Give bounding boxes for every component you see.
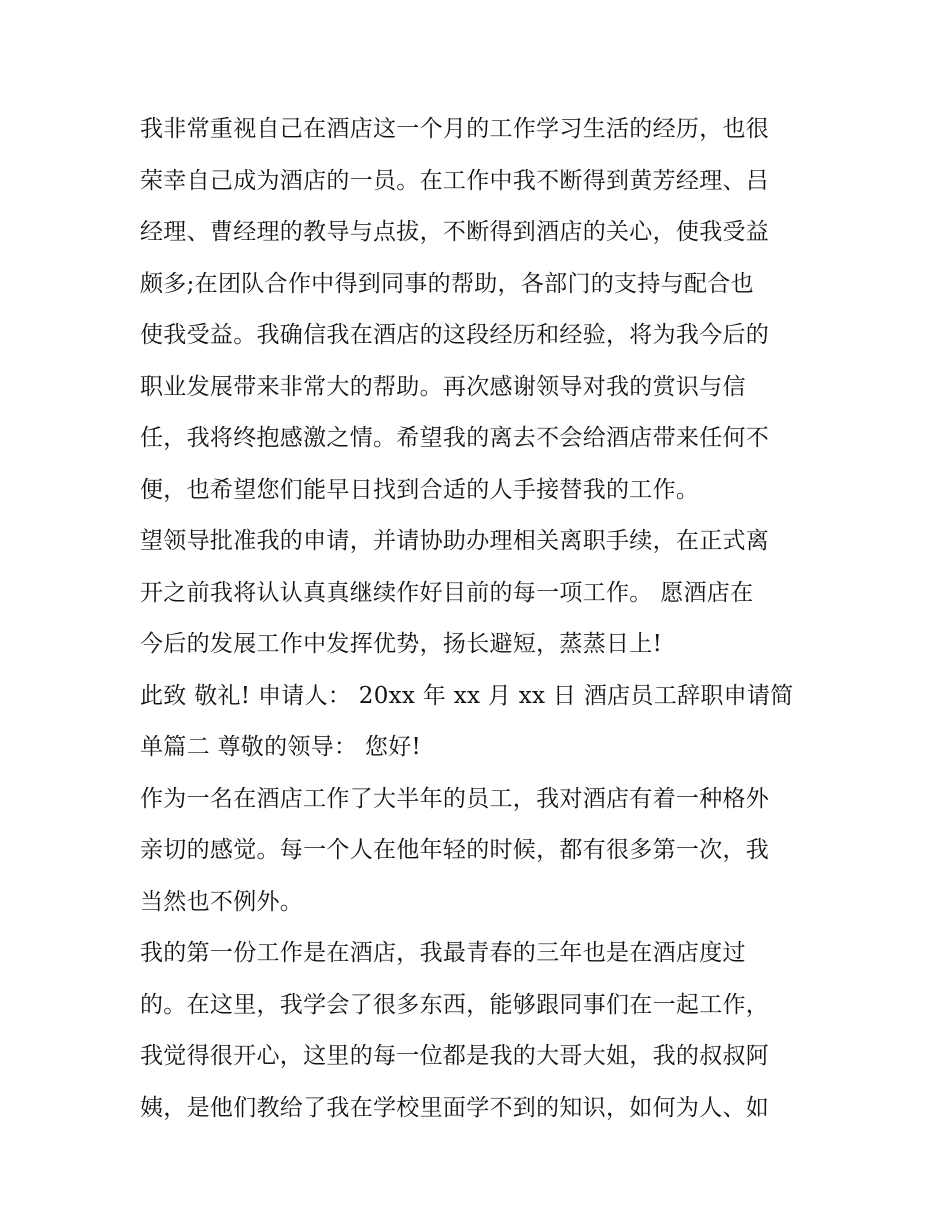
text-line: 当然也不例外。 (140, 888, 304, 915)
text-line: 便，也希望您们能早日找到合适的人手接替我的工作。 (140, 476, 700, 503)
text-line: 作为一名在酒店工作了大半年的员工，我对酒店有着一种格外 (140, 785, 770, 812)
text-line: 荣幸自己成为酒店的一员。在工作中我不断得到黄芳经理、吕 (140, 167, 770, 194)
text-line: 开之前我将认认真真继续作好目前的每一项工作。 愿酒店在 (140, 579, 754, 606)
text-line: 的。在这里，我学会了很多东西，能够跟同事们在一起工作， (140, 991, 770, 1018)
text-line: 职业发展带来非常大的帮助。再次感谢领导对我的赏识与信 (140, 373, 746, 400)
text-line: 单篇二 尊敬的领导： 您好! (140, 734, 422, 760)
text-line: 我非常重视自己在酒店这一个月的工作学习生活的经历，也很 (140, 116, 770, 142)
text-line: 使我受益。我确信我在酒店的这段经历和经验，将为我今后的 (140, 322, 770, 348)
text-line: 望领导批准我的申请，并请协助办理相关离职手续，在正式离 (140, 528, 770, 554)
text-line: 此致 敬礼! 申请人： 20xx 年 xx 月 xx 日 酒店员工辞职申请简 (140, 682, 794, 709)
text-line: 我觉得很开心，这里的每一位都是我的大哥大姐，我的叔叔阿 (140, 1043, 770, 1069)
text-line: 姨，是他们教给了我在学校里面学不到的知识，如何为人、如 (140, 1094, 770, 1121)
text-line: 颇多;在团队合作中得到同事的帮助，各部门的支持与配合也 (140, 270, 754, 297)
text-line: 经理、曹经理的教导与点拔，不断得到酒店的关心，使我受益 (140, 219, 770, 245)
text-line: 我的第一份工作是在酒店，我最青春的三年也是在酒店度过 (140, 940, 746, 966)
text-line: 今后的发展工作中发挥优势，扬长避短，蒸蒸日上! (140, 631, 663, 657)
text-line: 任，我将终抱感激之情。希望我的离去不会给酒店带来任何不 (140, 425, 770, 451)
document-body (140, 104, 820, 1134)
text-line: 亲切的感觉。每一个人在他年轻的时候，都有很多第一次，我 (140, 837, 770, 863)
